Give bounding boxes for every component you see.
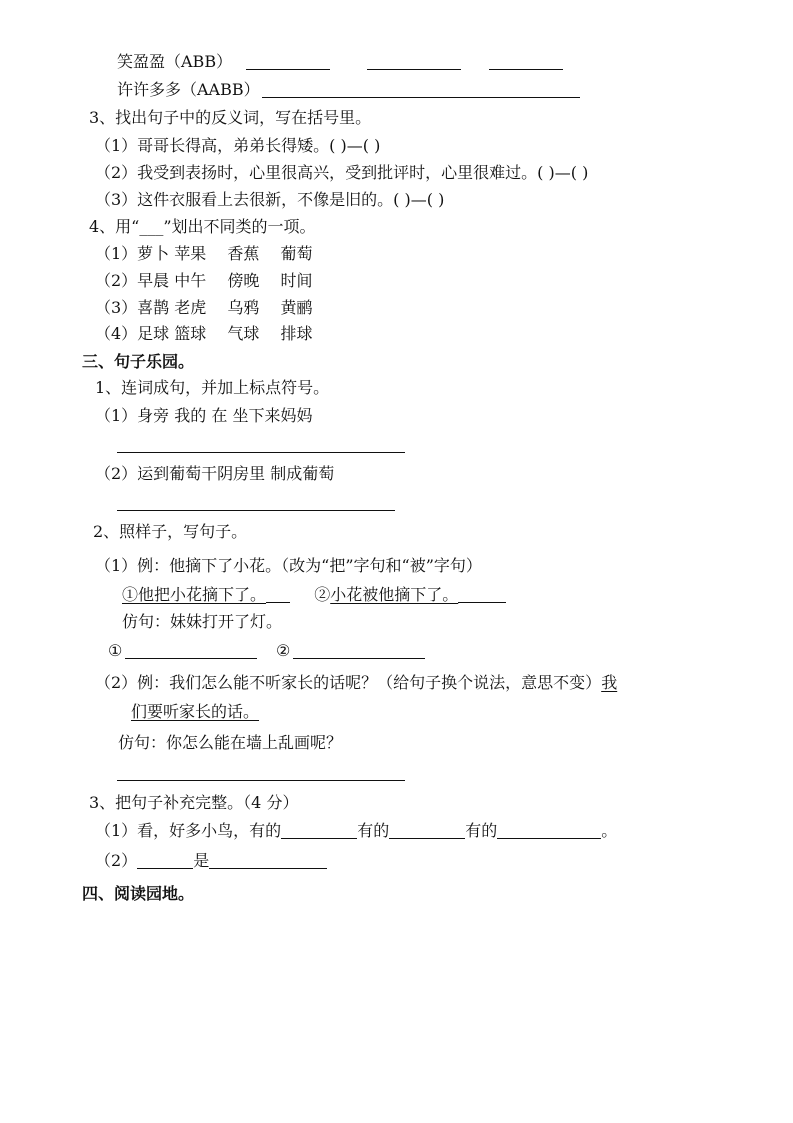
q3-blank-3[interactable] — [497, 822, 601, 839]
q3-item-2 — [95, 851, 327, 871]
q2-example-2-answer: 们要听家长的话。 — [131, 702, 260, 721]
q3-item-1-text-b: 有的 — [357, 821, 390, 840]
bei-mark: ② — [314, 585, 331, 604]
bei-sentence-answer: 小花被他摘下了。 — [330, 585, 459, 604]
q2-example-1: （1）例：他摘下了小花。（改为“把”字句和“被”字句） — [95, 556, 482, 575]
q3-item-1-text-d: 。 — [601, 821, 618, 840]
q2-title: 2、照样子，写句子。 — [93, 522, 248, 541]
q1-answer-line-2[interactable] — [117, 510, 395, 511]
q3-item-1-text-c: 有的 — [465, 821, 498, 840]
aabb-blank[interactable] — [262, 97, 580, 98]
bei-answer-tail — [458, 586, 506, 603]
antonyms-title: 3、找出句子中的反义词，写在括号里。 — [89, 108, 372, 127]
abb-blank-3[interactable] — [489, 69, 563, 70]
q2-example-2-text: （2）例：我们怎么能不听家长的话呢？（给句子换个说法，意思不变） — [95, 673, 602, 692]
q3-title: 3、把句子补充完整。（4 分） — [89, 793, 299, 812]
antonym-item-3: （3）这件衣服看上去很新，不像是旧的。( )—( ) — [95, 190, 445, 209]
ba-answer-tail — [266, 586, 290, 603]
imitate-answer-line-2[interactable] — [293, 658, 425, 659]
abb-blank-1[interactable] — [246, 69, 330, 70]
q3-item-2-text-a: （2） — [95, 851, 138, 870]
antonym-item-1: （1）哥哥长得高，弟弟长得矮。( )—( ) — [95, 136, 381, 155]
section3-title: 三、句子乐园。 — [82, 352, 195, 371]
imitate-mark-1: ① — [108, 641, 123, 660]
q3-item-2-text-b: 是 — [193, 851, 210, 870]
section4-title: 四、阅读园地。 — [82, 884, 195, 903]
imitate-answer-line-1[interactable] — [125, 658, 257, 659]
odd-one-out-title: 4、用“___”划出不同类的一项。 — [89, 217, 316, 236]
aabb-label: 许许多多（AABB） — [117, 80, 260, 99]
q3-blank-1[interactable] — [281, 822, 357, 839]
odd-item-2: （2）早晨 中午 傍晚 时间 — [95, 271, 313, 290]
imitate-sentence-2: 仿句：你怎么能在墙上乱画呢？ — [118, 733, 343, 752]
q3-blank-4[interactable] — [137, 852, 193, 869]
q3-item-1 — [95, 821, 617, 841]
abb-blank-2[interactable] — [367, 69, 461, 70]
q1-item-2: （2）运到葡萄干阴房里 制成葡萄 — [95, 464, 335, 483]
q2-example-2-answer-start: 我 — [601, 673, 618, 692]
q3-blank-5[interactable] — [209, 852, 327, 869]
ba-sentence-answer: ①他把小花摘下了。 — [122, 585, 267, 604]
q2-example-2 — [95, 673, 617, 693]
q1-title: 1、连词成句，并加上标点符号。 — [95, 378, 330, 397]
imitate-sentence-1: 仿句：妹妹打开了灯。 — [122, 612, 283, 631]
q2-example-1-answers — [122, 585, 506, 605]
imitate-answer-line-3[interactable] — [117, 780, 405, 781]
imitate-mark-2: ② — [276, 641, 291, 660]
abb-label: 笑盈盈（ABB） — [117, 52, 233, 71]
q3-item-1-text-a: （1）看，好多小鸟，有的 — [95, 821, 282, 840]
q3-blank-2[interactable] — [389, 822, 465, 839]
q1-answer-line-1[interactable] — [117, 452, 405, 453]
antonym-item-2: （2）我受到表扬时，心里很高兴，受到批评时，心里很难过。( )—( ) — [95, 163, 589, 182]
odd-item-4: （4）足球 篮球 气球 排球 — [95, 324, 313, 343]
odd-item-3: （3）喜鹊 老虎 乌鸦 黄鹂 — [95, 298, 313, 317]
q1-item-1: （1）身旁 我的 在 坐下来妈妈 — [95, 406, 313, 425]
odd-item-1: （1）萝卜 苹果 香蕉 葡萄 — [95, 244, 313, 263]
